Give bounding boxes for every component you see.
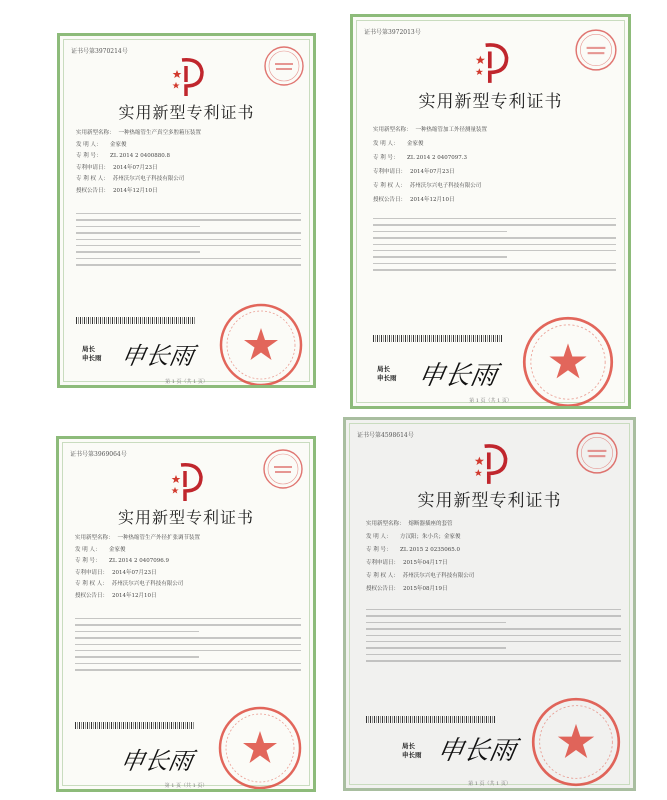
field-label: 授权公告日： xyxy=(366,586,400,592)
patent-certificate-1 xyxy=(57,33,316,388)
patent-number-row xyxy=(76,151,303,163)
field-label: 实用新型名称： xyxy=(366,521,405,527)
signer-name: 申长雨 xyxy=(402,751,422,759)
inventor-row xyxy=(366,531,623,544)
page-footer: 第 1 页（共 1 页） xyxy=(468,781,511,787)
certificate-fields xyxy=(76,128,303,197)
field-value: 方汉阳；朱小兵；金家俊 xyxy=(400,534,461,540)
field-value: 一种热缩管生产外径扩张调节装置 xyxy=(117,535,201,541)
field-label: 专 利 权 人： xyxy=(76,176,109,182)
patent-office-emblem-icon xyxy=(171,461,207,503)
certificate-title: 实用新型专利证书 xyxy=(117,508,254,527)
red-official-seal-icon xyxy=(218,302,304,388)
certificate-body-text xyxy=(76,208,301,271)
field-label: 专利申请日： xyxy=(76,164,110,171)
field-value: ZL 2015 2 0235065.0 xyxy=(400,547,460,553)
signer-block xyxy=(377,365,397,383)
field-value: 苏州沃尔兴电子科技有限公司 xyxy=(409,183,482,189)
field-label: 专利申请日： xyxy=(366,560,400,566)
signer-title: 局长 xyxy=(82,345,95,353)
field-value: 2014年07月23日 xyxy=(410,169,455,175)
field-value: 2014年07月23日 xyxy=(113,164,158,171)
patentee-row xyxy=(76,174,303,186)
signer-title: 局长 xyxy=(377,365,390,373)
signature: 申长雨 xyxy=(118,747,196,775)
patent-number-row xyxy=(373,151,618,165)
utility-model-name-row xyxy=(366,518,623,531)
grant-date-row xyxy=(76,186,303,198)
field-value: 金家俊 xyxy=(109,546,126,553)
signature: 申长雨 xyxy=(415,361,500,391)
inventor-row xyxy=(76,140,303,152)
barcode xyxy=(366,716,496,723)
field-label: 专 利 号： xyxy=(75,558,101,564)
field-value: 2014年07月23日 xyxy=(112,569,157,576)
patent-office-emblem-icon xyxy=(475,41,513,85)
field-label: 发 明 人： xyxy=(75,546,101,553)
certificate-title: 实用新型专利证书 xyxy=(418,92,563,112)
red-official-seal-icon xyxy=(521,315,615,409)
field-label: 发 明 人： xyxy=(373,141,399,147)
field-label: 实用新型名称： xyxy=(76,130,115,136)
field-label: 专 利 权 人： xyxy=(75,581,108,587)
red-official-seal-icon xyxy=(530,696,622,788)
certificate-number: 证书号第3970214号 xyxy=(71,48,128,55)
red-official-seal-icon xyxy=(217,705,303,791)
field-value: 金家俊 xyxy=(110,141,127,148)
field-value: 2014年12月10日 xyxy=(410,197,455,203)
filing-date-row xyxy=(75,568,303,580)
patentee-row xyxy=(366,570,623,583)
inventor-row xyxy=(373,137,618,151)
signer-title: 局长 xyxy=(402,742,415,750)
field-value: 一种热缩管加工外径测量装置 xyxy=(415,127,488,133)
certificate-body-text xyxy=(75,613,301,676)
patentee-row xyxy=(373,179,618,193)
certificate-title: 实用新型专利证书 xyxy=(118,103,255,122)
field-value: ZL 2014 2 0407097.3 xyxy=(407,155,467,161)
field-label: 专利申请日： xyxy=(373,169,407,175)
field-value: 一种热缩管生产真空多腔箱压装置 xyxy=(118,130,202,136)
field-label: 发 明 人： xyxy=(76,141,102,148)
filing-date-row xyxy=(373,165,618,179)
field-label: 授权公告日： xyxy=(75,592,109,599)
patent-office-emblem-icon xyxy=(474,442,512,486)
filing-date-row xyxy=(366,557,623,570)
inventor-row xyxy=(75,545,303,557)
grant-date-row xyxy=(366,583,623,596)
field-label: 专 利 权 人： xyxy=(373,183,406,189)
field-value: ZL 2014 2 0407096.9 xyxy=(109,558,169,564)
small-red-seal-icon xyxy=(573,27,619,73)
certificate-fields xyxy=(373,123,618,207)
field-label: 专 利 权 人： xyxy=(366,573,399,579)
certificate-number: 证书号第4598614号 xyxy=(357,432,414,439)
signer-name: 申长雨 xyxy=(82,354,102,362)
field-value: 2015年08月19日 xyxy=(403,586,448,592)
patent-certificate-3 xyxy=(56,436,316,792)
patent-certificate-4 xyxy=(343,417,636,791)
field-value: 苏州沃尔兴电子科技有限公司 xyxy=(112,176,185,182)
field-label: 授权公告日： xyxy=(373,197,407,203)
field-value: 2014年12月10日 xyxy=(112,592,157,599)
small-red-seal-icon xyxy=(261,447,305,491)
small-red-seal-icon xyxy=(262,44,306,88)
field-label: 实用新型名称： xyxy=(373,127,412,133)
barcode xyxy=(75,722,195,729)
field-label: 专 利 号： xyxy=(373,155,399,161)
signer-name: 申长雨 xyxy=(377,374,397,382)
page-footer: 第 1 页（共 1 页） xyxy=(164,783,208,789)
field-value: 2015年04月17日 xyxy=(403,560,448,566)
signer-block xyxy=(82,345,102,363)
patent-certificate-2 xyxy=(350,14,631,409)
certificate-body-text xyxy=(373,213,616,276)
field-label: 专 利 号： xyxy=(366,547,392,553)
field-label: 专 利 号： xyxy=(76,153,102,159)
certificate-fields xyxy=(75,533,303,602)
field-value: 2014年12月10日 xyxy=(113,187,158,194)
patent-number-row xyxy=(75,556,303,568)
signature: 申长雨 xyxy=(119,342,197,370)
grant-date-row xyxy=(373,193,618,207)
filing-date-row xyxy=(76,163,303,175)
small-red-seal-icon xyxy=(574,430,620,476)
certificate-fields xyxy=(366,518,623,596)
barcode xyxy=(76,317,196,324)
field-label: 专利申请日： xyxy=(75,569,109,576)
utility-model-name-row xyxy=(75,533,303,545)
field-value: 苏州沃尔兴电子科技有限公司 xyxy=(111,581,184,587)
utility-model-name-row xyxy=(373,123,618,137)
certificate-number: 证书号第3972013号 xyxy=(364,29,421,36)
certificate-number: 证书号第3969064号 xyxy=(70,451,127,458)
grant-date-row xyxy=(75,591,303,603)
certificate-title: 实用新型专利证书 xyxy=(417,491,562,511)
patent-office-emblem-icon xyxy=(172,56,208,98)
field-label: 发 明 人： xyxy=(366,534,392,540)
field-value: 苏州沃尔兴电子科技有限公司 xyxy=(402,573,475,579)
field-value: 熔断器插座的套管 xyxy=(408,521,453,527)
page-footer: 第 1 页（共 1 页） xyxy=(165,379,208,385)
patentee-row xyxy=(75,579,303,591)
signer-block xyxy=(402,742,422,760)
utility-model-name-row xyxy=(76,128,303,140)
barcode xyxy=(373,335,503,342)
signature: 申长雨 xyxy=(434,736,519,766)
field-label: 授权公告日： xyxy=(76,187,110,194)
field-label: 实用新型名称： xyxy=(75,535,114,541)
page-footer: 第 1 页（共 1 页） xyxy=(469,398,512,404)
certificate-body-text xyxy=(366,604,621,667)
patent-number-row xyxy=(366,544,623,557)
field-value: 金家俊 xyxy=(407,141,424,147)
field-value: ZL 2014 2 0400880.8 xyxy=(110,153,170,159)
